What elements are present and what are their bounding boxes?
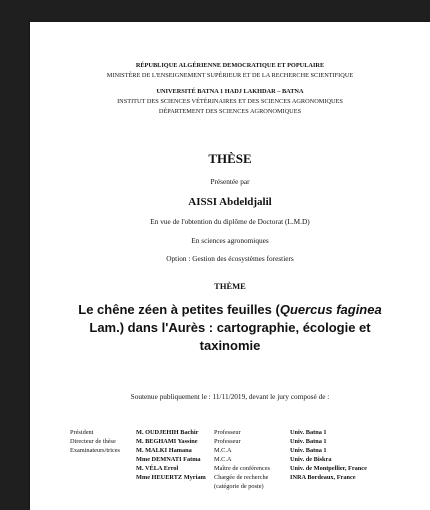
jury-grade: Professeur	[214, 429, 241, 436]
jury-row	[30, 474, 430, 483]
field: En sciences agronomiques	[191, 236, 269, 245]
jury-name: M. OUDJEHIH Bachir	[136, 429, 199, 436]
theme-label: THÈME	[214, 281, 246, 291]
jury-row	[30, 456, 430, 465]
author-name: AISSI Abdeldjalil	[188, 196, 272, 208]
jury-grade: M.C.A	[214, 447, 232, 454]
jury-role: Président	[70, 429, 94, 436]
jury-grade: (catégorie de poste)	[214, 483, 264, 490]
institute-heading: INSTITUT DES SCIENCES VÉTÉRINAIRES ET DES SCIENCES AGRONOMIQUES	[117, 98, 343, 105]
option: Option : Gestion des écosystèmes forestiers	[166, 254, 294, 263]
jury-name: M. VÉLA Errol	[136, 465, 179, 472]
presented-by: Présentée par	[210, 177, 250, 186]
defense-statement: Soutenue publiquement le : 11/11/2019, devant le jury composé de :	[130, 392, 330, 401]
jury-univ: Univ. Batna 1	[290, 438, 327, 445]
jury-name: Mme DEMNATI Fatma	[136, 456, 201, 463]
title-part-2: Lam.) dans l'Aurès : cartographie, écologie et taxinomie	[89, 320, 371, 353]
thesis-title	[70, 301, 390, 355]
jury-univ: Univ. Batna 1	[290, 429, 327, 436]
title-latin-name: Quercus faginea	[279, 302, 382, 317]
degree-goal: En vue de l'obtention du diplôme de Doctorat (L.M.D)	[150, 217, 310, 226]
jury-univ: Univ. de Biskra	[290, 456, 332, 463]
jury-role: Directeur de thèse	[70, 438, 116, 445]
document-page	[30, 22, 430, 510]
jury-row	[30, 429, 430, 438]
jury-grade: Chargée de recherche	[214, 474, 269, 481]
jury-univ: Univ. de Montpellier, France	[290, 465, 367, 472]
jury-univ: INRA Bordeaux, France	[290, 474, 356, 481]
university-heading: UNIVERSITÉ BATNA 1 HADJ LAKHDAR – BATNA	[156, 88, 304, 95]
jury-name: M. MALKI Hamana	[136, 447, 192, 454]
jury-row	[30, 483, 430, 492]
jury-row	[30, 447, 430, 456]
title-part-1: Le chêne zéen à petites feuilles (	[78, 302, 280, 317]
jury-name: M. BEGHAMI Yassine	[136, 438, 198, 445]
republic-heading: RÉPUBLIQUE ALGÉRIENNE DEMOCRATIQUE ET POPULAIRE	[135, 62, 325, 69]
jury-grade: Maître de conférences	[214, 465, 270, 472]
ministry-heading: MINISTÈRE DE L'ENSEIGNEMENT SUPÉRIEUR ET DE LA RECHERCHE SCIENTIFIQUE	[106, 72, 354, 79]
jury-role: Examinateurs/trices	[70, 447, 121, 454]
jury-grade: Professeur	[214, 438, 241, 445]
jury-grade: M.C.A	[214, 456, 232, 463]
jury-row	[30, 438, 430, 447]
jury-row	[30, 465, 430, 474]
jury-univ: Univ. Batna 1	[290, 447, 327, 454]
document-type: THÈSE	[208, 151, 252, 166]
department-heading: DÉPARTEMENT DES SCIENCES AGRONOMIQUES	[158, 108, 302, 115]
jury-name: Mme HEUERTZ Myriam	[136, 474, 206, 481]
